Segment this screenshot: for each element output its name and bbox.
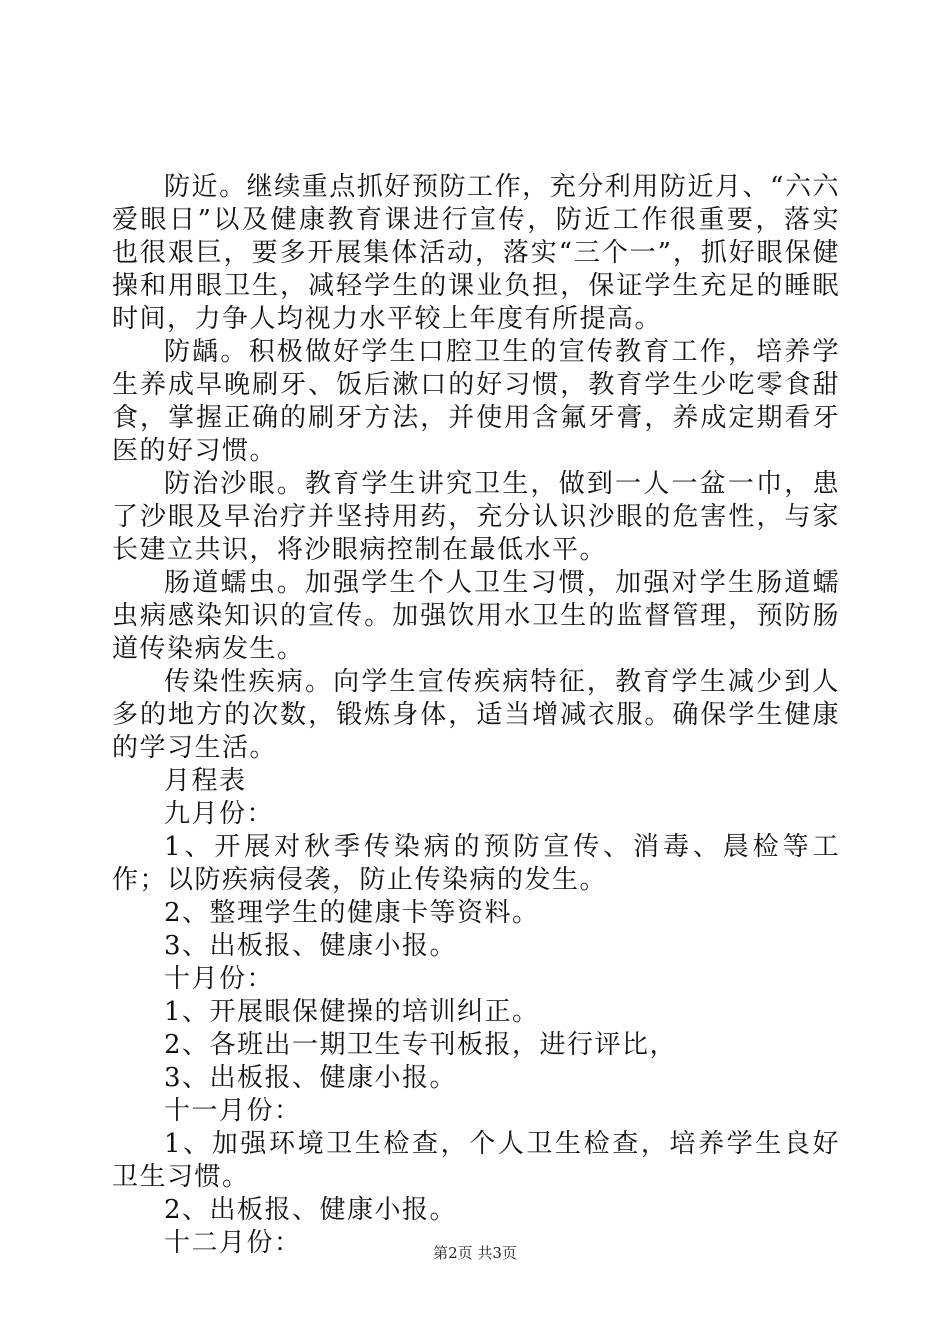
list-item: 1、开展对秋季传染病的预防宣传、消毒、晨检等工作；以防疾病侵袭，防止传染病的发生。 [112,832,840,895]
list-item: 3、出板报、健康小报。 [164,1063,458,1093]
paragraph-infectious-diseases: 传染性疾病。向学生宣传疾病特征，教育学生减少到人多的地方的次数，锻炼身体，适当增减衣服。确保学生健康的学习生活。 [112,667,840,763]
month-heading-september: 九月份： [164,799,275,829]
section-heading-schedule: 月程表 [164,766,247,796]
list-item: 2、整理学生的健康卡等资料。 [164,898,540,928]
paragraph-trachoma-prevention: 防治沙眼。教育学生讲究卫生，做到一人一盆一巾，患了沙眼及早治疗并坚持用药，充分认识沙眼的危害性，与家长建立共识，将沙眼病控制在最低水平。 [112,469,840,565]
document-body [112,171,840,1260]
paragraph-myopia-prevention: 防近。继续重点抓好预防工作，充分利用防近月、“六六爱眼日”以及健康教育课进行宣传，防近工作很重要，落实也很艰巨，要多开展集体活动，落实“三个一”，抓好眼保健操和用眼卫生，减轻学生的课业负担，保证学生充足的睡眠时间，力争人均视力水平较上年度有所提高。 [112,172,840,334]
paragraph-caries-prevention: 防龋。积极做好学生口腔卫生的宣传教育工作，培养学生养成早晚刷牙、饭后漱口的好习惯，教育学生少吃零食甜食，掌握正确的刷牙方法，并使用含氟牙膏，养成定期看牙医的好习惯。 [112,337,840,466]
list-item: 2、各班出一期卫生专刊板报，进行评比， [164,1030,678,1060]
month-heading-november: 十一月份： [164,1096,302,1126]
list-item: 1、开展眼保健操的培训纠正。 [164,997,540,1027]
paragraph-intestinal-worms: 肠道蠕虫。加强学生个人卫生习惯，加强对学生肠道蠕虫病感染知识的宣传。加强饮用水卫生的监督管理，预防肠道传染病发生。 [112,568,840,664]
list-item: 1、加强环境卫生检查，个人卫生检查，培养学生良好卫生习惯。 [112,1129,840,1192]
page-number-footer: 第2页 共3页 [433,1244,517,1262]
month-heading-october: 十月份： [164,964,275,994]
list-item: 2、出板报、健康小报。 [164,1195,458,1225]
month-heading-december: 十二月份： [164,1228,302,1258]
list-item: 3、出板报、健康小报。 [164,931,458,961]
